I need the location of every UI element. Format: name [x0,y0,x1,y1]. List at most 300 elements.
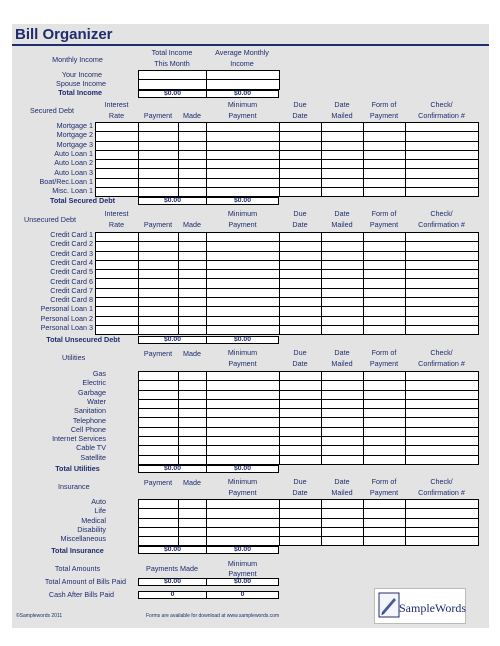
table-row [96,307,479,316]
entry-cell[interactable] [322,141,364,150]
entry-cell[interactable] [139,455,179,464]
entry-cell[interactable] [322,455,364,464]
bills-paid-label: Total Amount of Bills Paid [44,577,126,586]
entry-cell[interactable] [139,437,179,446]
entry-cell[interactable] [207,188,280,197]
entry-cell[interactable] [280,307,322,316]
table-row [96,233,479,242]
samplewords-logo [374,588,466,624]
entry-cell[interactable] [139,279,179,288]
entry-cell[interactable] [280,316,322,325]
entry-cell[interactable] [207,270,280,279]
entry-cell[interactable] [207,169,280,178]
entry-cell[interactable] [280,418,322,427]
entry-cell[interactable] [406,418,479,427]
entry-cell[interactable] [207,372,280,381]
entry-cell[interactable] [96,233,139,242]
col-made: Made [183,478,201,487]
entry-cell[interactable] [280,455,322,464]
entry-cell[interactable] [139,409,179,418]
page-title: Bill Organizer [15,26,113,43]
entry-cell[interactable] [96,150,139,159]
entry-cell[interactable] [322,169,364,178]
entry-cell[interactable] [280,390,322,399]
entry-cell[interactable] [179,242,207,251]
entry-cell[interactable] [406,325,479,334]
entry-cell[interactable] [322,537,364,546]
entry-cell[interactable] [179,455,207,464]
entry-cell[interactable] [364,242,406,251]
entry-cell[interactable] [280,233,322,242]
entry-cell[interactable] [280,325,322,334]
entry-cell[interactable] [364,437,406,446]
entry-cell[interactable] [280,150,322,159]
entry-cell[interactable] [406,169,479,178]
entry-cell[interactable] [207,178,280,187]
entry-cell[interactable] [280,518,322,527]
entry-cell[interactable] [139,251,179,260]
entry-cell[interactable] [139,160,179,169]
entry-cell[interactable] [364,178,406,187]
entry-cell[interactable] [179,409,207,418]
entry-cell[interactable] [280,437,322,446]
entry-cell[interactable] [406,537,479,546]
entry-cell[interactable] [179,390,207,399]
table-row [139,418,479,427]
entry-cell[interactable] [207,500,280,509]
entry-cell[interactable] [139,372,179,381]
entry-cell[interactable] [179,537,207,546]
entry-cell[interactable] [179,399,207,408]
entry-cell[interactable] [364,399,406,408]
entry-cell[interactable] [179,418,207,427]
entry-cell[interactable] [139,316,179,325]
entry-cell[interactable] [179,188,207,197]
entry-cell[interactable] [139,141,179,150]
entry-cell[interactable] [280,381,322,390]
entry-cell[interactable] [96,298,139,307]
entry-cell[interactable] [364,298,406,307]
entry-cell[interactable] [364,233,406,242]
entry-cell[interactable] [139,537,179,546]
entry-cell[interactable] [96,279,139,288]
entry-cell[interactable] [322,178,364,187]
col-check-confirmation: Check/ Confirmation # [418,348,465,368]
entry-cell[interactable] [280,242,322,251]
total-income-average: $0.00 [206,90,279,98]
entry-cell[interactable] [179,178,207,187]
entry-cell[interactable] [406,160,479,169]
entry-cell[interactable] [207,251,280,260]
entry-cell[interactable] [179,233,207,242]
entry-cell[interactable] [322,427,364,436]
entry-cell[interactable] [207,233,280,242]
entry-cell[interactable] [322,390,364,399]
entry-cell[interactable] [364,455,406,464]
entry-cell[interactable] [207,509,280,518]
income-cell[interactable] [139,71,207,80]
entry-cell[interactable] [179,288,207,297]
entry-cell[interactable] [322,437,364,446]
entry-cell[interactable] [179,381,207,390]
entry-cell[interactable] [406,188,479,197]
entry-cell[interactable] [280,178,322,187]
entry-cell[interactable] [406,316,479,325]
entry-cell[interactable] [322,251,364,260]
entry-cell[interactable] [139,307,179,316]
entry-cell[interactable] [179,260,207,269]
col-made: Made [183,111,201,120]
entry-cell[interactable] [322,500,364,509]
entry-cell[interactable] [280,399,322,408]
entry-cell[interactable] [207,141,280,150]
entry-cell[interactable] [364,270,406,279]
entry-cell[interactable] [364,427,406,436]
entry-cell[interactable] [179,141,207,150]
col-made: Made [183,349,201,358]
entry-cell[interactable] [364,132,406,141]
bills-paid-value: $0.00 [138,578,207,586]
entry-cell[interactable] [280,160,322,169]
entry-cell[interactable] [322,132,364,141]
entry-cell[interactable] [406,270,479,279]
entry-cell[interactable] [406,437,479,446]
table-row [139,390,479,399]
entry-cell[interactable] [207,390,280,399]
entry-cell[interactable] [322,409,364,418]
entry-cell[interactable] [139,233,179,242]
entry-cell[interactable] [280,270,322,279]
entry-cell[interactable] [179,307,207,316]
entry-cell[interactable] [139,150,179,159]
entry-cell[interactable] [179,123,207,132]
entry-cell[interactable] [96,123,139,132]
entry-cell[interactable] [207,260,280,269]
entry-cell[interactable] [139,242,179,251]
entry-cell[interactable] [406,141,479,150]
entry-cell[interactable] [322,325,364,334]
entry-cell[interactable] [280,298,322,307]
entry-cell[interactable] [406,372,479,381]
entry-cell[interactable] [207,399,280,408]
entry-cell[interactable] [207,455,280,464]
row-label: Credit Card 4 [50,257,93,267]
entry-cell[interactable] [139,399,179,408]
row-label: Miscellaneous [60,534,106,544]
entry-cell[interactable] [364,500,406,509]
entry-cell[interactable] [139,188,179,197]
entry-cell[interactable] [179,150,207,159]
entry-cell[interactable] [280,509,322,518]
entry-cell[interactable] [364,150,406,159]
row-label: Credit Card 1 [50,230,93,239]
entry-cell[interactable] [364,188,406,197]
entry-cell[interactable] [280,409,322,418]
entry-cell[interactable] [364,390,406,399]
entry-cell[interactable] [96,260,139,269]
entry-cell[interactable] [139,132,179,141]
row-label: Sanitation [74,406,106,416]
entry-cell[interactable] [280,260,322,269]
entry-cell[interactable] [96,132,139,141]
entry-cell[interactable] [364,409,406,418]
col-payment: Payment [143,111,173,120]
entry-cell[interactable] [406,298,479,307]
entry-cell[interactable] [139,123,179,132]
entry-cell[interactable] [179,446,207,455]
entry-cell[interactable] [179,500,207,509]
row-label: Internet Services [52,434,106,444]
entry-cell[interactable] [322,188,364,197]
entry-cell[interactable] [207,537,280,546]
entry-cell[interactable] [322,233,364,242]
entry-cell[interactable] [207,307,280,316]
entry-cell[interactable] [139,427,179,436]
entry-cell[interactable] [139,298,179,307]
entry-cell[interactable] [139,418,179,427]
entry-cell[interactable] [406,518,479,527]
entry-cell[interactable] [139,518,179,527]
entry-cell[interactable] [179,372,207,381]
entry-cell[interactable] [364,251,406,260]
income-row-label: Your Income [61,70,102,79]
entry-cell[interactable] [207,518,280,527]
unsecured-heading: Unsecured Debt [24,215,76,224]
entry-cell[interactable] [364,169,406,178]
entry-cell[interactable] [96,270,139,279]
entry-cell[interactable] [322,307,364,316]
entry-cell[interactable] [406,509,479,518]
entry-cell[interactable] [139,325,179,334]
entry-cell[interactable] [364,316,406,325]
entry-cell[interactable] [96,307,139,316]
col-due-date: Due Date [292,348,308,368]
entry-cell[interactable] [207,123,280,132]
entry-cell[interactable] [139,509,179,518]
entry-cell[interactable] [280,188,322,197]
entry-cell[interactable] [207,381,280,390]
entry-cell[interactable] [322,381,364,390]
entry-cell[interactable] [207,316,280,325]
entry-cell[interactable] [207,242,280,251]
entry-cell[interactable] [406,381,479,390]
entry-cell[interactable] [406,150,479,159]
entry-cell[interactable] [364,527,406,536]
row-label: Disability [77,524,106,534]
entry-cell[interactable] [364,307,406,316]
income-cell[interactable] [207,80,280,89]
entry-cell[interactable] [179,251,207,260]
entry-cell[interactable] [364,160,406,169]
entry-cell[interactable] [96,251,139,260]
col-due-date: Due Date [292,477,308,497]
entry-cell[interactable] [96,141,139,150]
entry-cell[interactable] [179,518,207,527]
entry-cell[interactable] [322,298,364,307]
entry-cell[interactable] [322,288,364,297]
entry-cell[interactable] [280,169,322,178]
row-label: Credit Card 7 [50,285,93,295]
entry-cell[interactable] [364,381,406,390]
entry-cell[interactable] [139,381,179,390]
entry-cell[interactable] [96,160,139,169]
entry-cell[interactable] [179,427,207,436]
entry-cell[interactable] [364,325,406,334]
entry-cell[interactable] [179,509,207,518]
entry-cell[interactable] [179,437,207,446]
entry-cell[interactable] [96,169,139,178]
entry-cell[interactable] [179,132,207,141]
income-cell[interactable] [207,71,280,80]
entry-cell[interactable] [96,178,139,187]
logo-text: SampleWords [399,601,467,615]
entry-cell[interactable] [139,446,179,455]
entry-cell[interactable] [364,446,406,455]
entry-cell[interactable] [322,150,364,159]
cash-after-minimum: 0 [206,591,279,599]
entry-cell[interactable] [322,418,364,427]
entry-cell[interactable] [280,279,322,288]
entry-cell[interactable] [139,288,179,297]
entry-cell[interactable] [406,251,479,260]
income-col-total: Total Income This Month [151,48,193,68]
table-row [96,251,479,260]
entry-cell[interactable] [322,446,364,455]
entry-cell[interactable] [179,527,207,536]
entry-cell[interactable] [322,260,364,269]
entry-cell[interactable] [364,141,406,150]
entry-cell[interactable] [322,527,364,536]
entry-cell[interactable] [364,418,406,427]
entry-cell[interactable] [406,260,479,269]
entry-cell[interactable] [364,123,406,132]
row-label: Credit Card 5 [50,267,93,277]
copyright-text: ©Samplewords 2011 [16,613,63,619]
entry-cell[interactable] [322,270,364,279]
entry-cell[interactable] [207,418,280,427]
entry-cell[interactable] [280,537,322,546]
entry-cell[interactable] [179,298,207,307]
entry-cell[interactable] [364,372,406,381]
entry-cell[interactable] [364,288,406,297]
entry-cell[interactable] [322,123,364,132]
entry-cell[interactable] [364,279,406,288]
entry-cell[interactable] [322,316,364,325]
entry-cell[interactable] [207,298,280,307]
entry-cell[interactable] [280,500,322,509]
entry-cell[interactable] [280,251,322,260]
row-label: Auto [91,497,106,506]
entry-cell[interactable] [96,242,139,251]
utilities-grid [138,371,479,465]
entry-cell[interactable] [322,160,364,169]
entry-cell[interactable] [322,372,364,381]
entry-cell[interactable] [406,446,479,455]
entry-cell[interactable] [139,390,179,399]
entry-cell[interactable] [406,307,479,316]
entry-cell[interactable] [280,427,322,436]
total-utilities-minimum: $0.00 [206,465,279,473]
entry-cell[interactable] [280,288,322,297]
entry-cell[interactable] [179,270,207,279]
entry-cell[interactable] [406,500,479,509]
entry-cell[interactable] [207,288,280,297]
entry-cell[interactable] [322,279,364,288]
entry-cell[interactable] [364,537,406,546]
entry-cell[interactable] [364,518,406,527]
entry-cell[interactable] [322,399,364,408]
entry-cell[interactable] [207,325,280,334]
entry-cell[interactable] [406,132,479,141]
entry-cell[interactable] [96,288,139,297]
entry-cell[interactable] [406,123,479,132]
table-row [139,381,479,390]
entry-cell[interactable] [139,169,179,178]
entry-cell[interactable] [406,279,479,288]
entry-cell[interactable] [179,316,207,325]
entry-cell[interactable] [139,500,179,509]
entry-cell[interactable] [280,372,322,381]
entry-cell[interactable] [406,427,479,436]
entry-cell[interactable] [207,132,280,141]
total-secured-label: Total Secured Debt [50,196,115,205]
entry-cell[interactable] [280,123,322,132]
entry-cell[interactable] [280,446,322,455]
entry-cell[interactable] [406,455,479,464]
entry-cell[interactable] [96,325,139,334]
entry-cell[interactable] [207,150,280,159]
entry-cell[interactable] [179,160,207,169]
entry-cell[interactable] [207,160,280,169]
col-date-mailed: Date Mailed [331,100,353,120]
entry-cell[interactable] [322,242,364,251]
entry-cell[interactable] [207,427,280,436]
income-cell[interactable] [139,80,207,89]
entry-cell[interactable] [406,527,479,536]
entry-cell[interactable] [207,527,280,536]
entry-cell[interactable] [406,409,479,418]
entry-cell[interactable] [179,325,207,334]
entry-cell[interactable] [406,399,479,408]
entry-cell[interactable] [207,279,280,288]
entry-cell[interactable] [406,178,479,187]
entry-cell[interactable] [139,260,179,269]
entry-cell[interactable] [406,390,479,399]
entry-cell[interactable] [179,279,207,288]
cash-after-label: Cash After Bills Paid [48,590,114,599]
entry-cell[interactable] [207,409,280,418]
entry-cell[interactable] [139,527,179,536]
entry-cell[interactable] [280,527,322,536]
entry-cell[interactable] [322,518,364,527]
entry-cell[interactable] [406,288,479,297]
entry-cell[interactable] [139,270,179,279]
entry-cell[interactable] [406,242,479,251]
entry-cell[interactable] [364,509,406,518]
entry-cell[interactable] [322,509,364,518]
entry-cell[interactable] [179,169,207,178]
row-label: Personal Loan 1 [40,304,93,314]
entry-cell[interactable] [96,316,139,325]
entry-cell[interactable] [364,260,406,269]
entry-cell[interactable] [406,233,479,242]
entry-cell[interactable] [280,141,322,150]
col-minimum-payment: Minimum Payment [227,348,258,368]
entry-cell[interactable] [207,446,280,455]
entry-cell[interactable] [139,178,179,187]
entry-cell[interactable] [207,437,280,446]
entry-cell[interactable] [280,132,322,141]
